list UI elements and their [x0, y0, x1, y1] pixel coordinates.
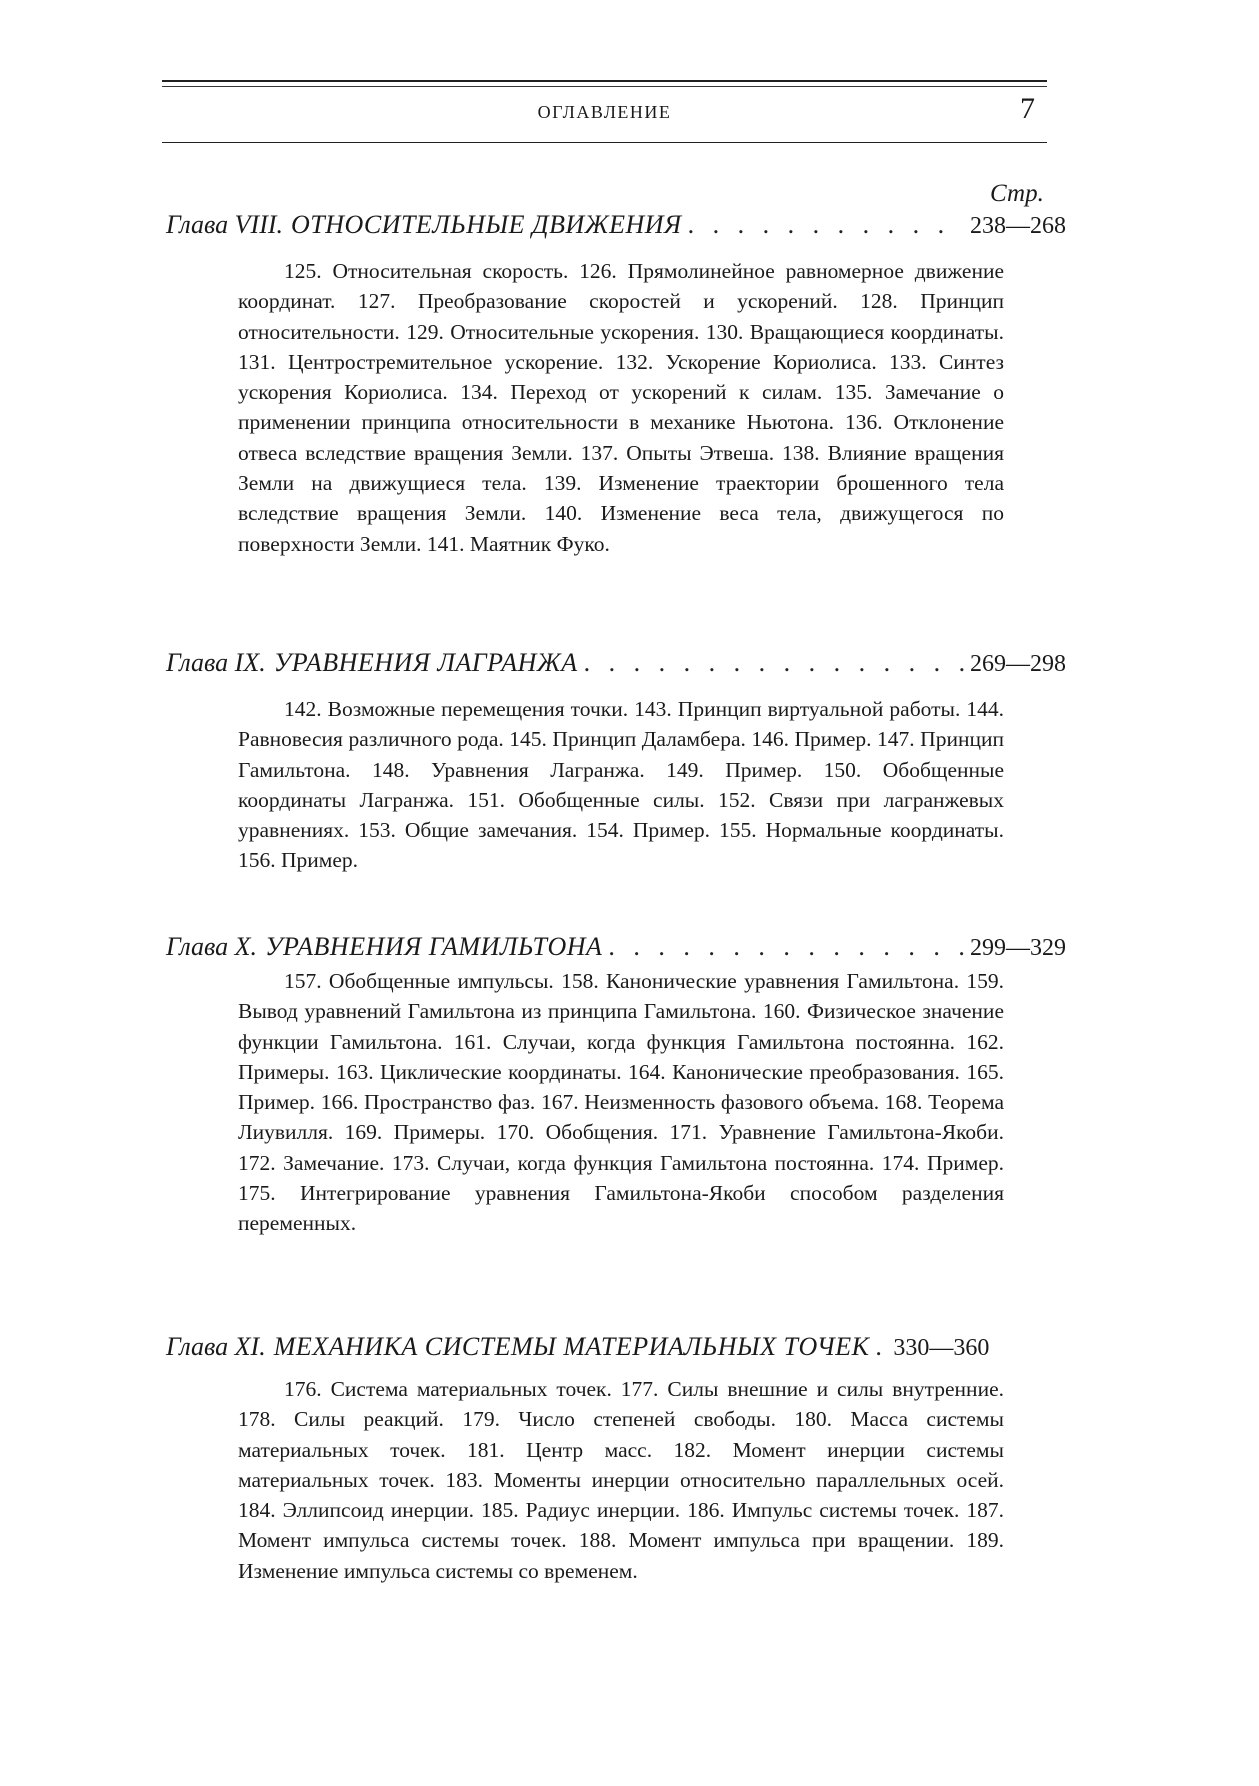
chapter-title: ОТНОСИТЕЛЬНЫЕ ДВИЖЕНИЯ [291, 210, 682, 239]
leader-dots [875, 1332, 887, 1362]
toc-chapter-10 [166, 932, 1066, 966]
pages-column-label: Стр. [990, 180, 1044, 207]
header-rule-top-thin [162, 86, 1047, 87]
chapter-pages: 330—360 [893, 1335, 990, 1361]
chapter-summary-10: 157. Обобщенные импульсы. 158. Канонические уравнения Гамильтона. 159. Вывод уравнений Гамильтона из принципа Гамильтона. 160. Физическое значение функции Гамильтона. 161. Случаи, когда функция Гамильтона постоянна. 162. Примеры. 163. Циклические координаты. 164. Канонические преобразования. 165. Пример. 166. Пространство фаз. 167. Неизменность фазового объема. 168. Теорема Лиувилля. 169. Примеры. 170. Обобщения. 171. Уравнение Гамильтона-Якоби. 172. Замечание. 173. Случаи, когда функция Гамильтона постоянна. 174. Пример. 175. Интегрирование уравнения Гамильтона-Якоби способом разделения переменных. [238, 969, 1004, 1236]
toc-chapter-11 [166, 1332, 1066, 1366]
header-rule-top [162, 80, 1047, 82]
header-rule-bottom [162, 142, 1047, 143]
chapter-label: Глава X. [166, 932, 258, 961]
toc-chapter-9 [166, 648, 1066, 682]
leader-dots [688, 210, 964, 240]
chapter-label: Глава IX. [166, 648, 266, 677]
chapter-label: Глава XI. [166, 1332, 266, 1361]
chapter-summary-9: 142. Возможные перемещения точки. 143. Принцип виртуальной работы. 144. Равновесия различного рода. 145. Принцип Даламбера. 146. Пример. 147. Принцип Гамильтона. 148. Уравнения Лагранжа. 149. Пример. 150. Обобщенные координаты Лагранжа. 151. Обобщенные силы. 152. Связи при лагранжевых уравнениях. 153. Общие замечания. 154. Пример. 155. Нормальные координаты. 156. Пример. [238, 697, 1004, 873]
chapter-pages: 299—329 [970, 935, 1066, 961]
chapter-label: Глава VIII. [166, 210, 284, 239]
running-head: ОГЛАВЛЕНИЕ [537, 102, 672, 122]
page-number: 7 [1020, 92, 1035, 125]
chapter-summary-11: 176. Система материальных точек. 177. Силы внешние и силы внутренние. 178. Силы реакций. 179. Число степеней свободы. 180. Масса системы материальных точек. 181. Центр масс. 182. Момент инерции системы материальных точек. 183. Моменты инерции относительно параллельных осей. 184. Эллипсоид инерции. 185. Радиус инерции. 186. Импульс системы точек. 187. Момент импульса системы точек. 188. Момент импульса при вращении. 189. Изменение импульса системы со временем. [238, 1377, 1004, 1583]
chapter-pages: 238—268 [970, 213, 1066, 239]
chapter-pages: 269—298 [970, 651, 1066, 677]
chapter-title: МЕХАНИКА СИСТЕМЫ МАТЕРИАЛЬНЫХ ТОЧЕК [273, 1332, 870, 1361]
chapter-title: УРАВНЕНИЯ ЛАГРАНЖА [273, 648, 578, 677]
leader-dots [584, 648, 964, 678]
chapter-title: УРАВНЕНИЯ ГАМИЛЬТОНА [265, 932, 603, 961]
leader-dots [608, 932, 964, 962]
chapter-summary-8: 125. Относительная скорость. 126. Прямолинейное равномерное движение координат. 127. Преобразование скоростей и ускорений. 128. Принцип относительности. 129. Относительные ускорения. 130. Вращающиеся координаты. 131. Центростремительное ускорение. 132. Ускорение Кориолиса. 133. Синтез ускорения Кориолиса. 134. Переход от ускорений к силам. 135. Замечание о применении принципа относительности в механике Ньютона. 136. Отклонение отвеса вследствие вращения Земли. 137. Опыты Этвеша. 138. Влияние вращения Земли на движущиеся тела. 139. Изменение траектории брошенного тела вследствие вращения Земли. 140. Изменение веса тела, движущегося по поверхности Земли. 141. Маятник Фуко. [238, 259, 1004, 556]
toc-chapter-8 [166, 210, 1066, 244]
